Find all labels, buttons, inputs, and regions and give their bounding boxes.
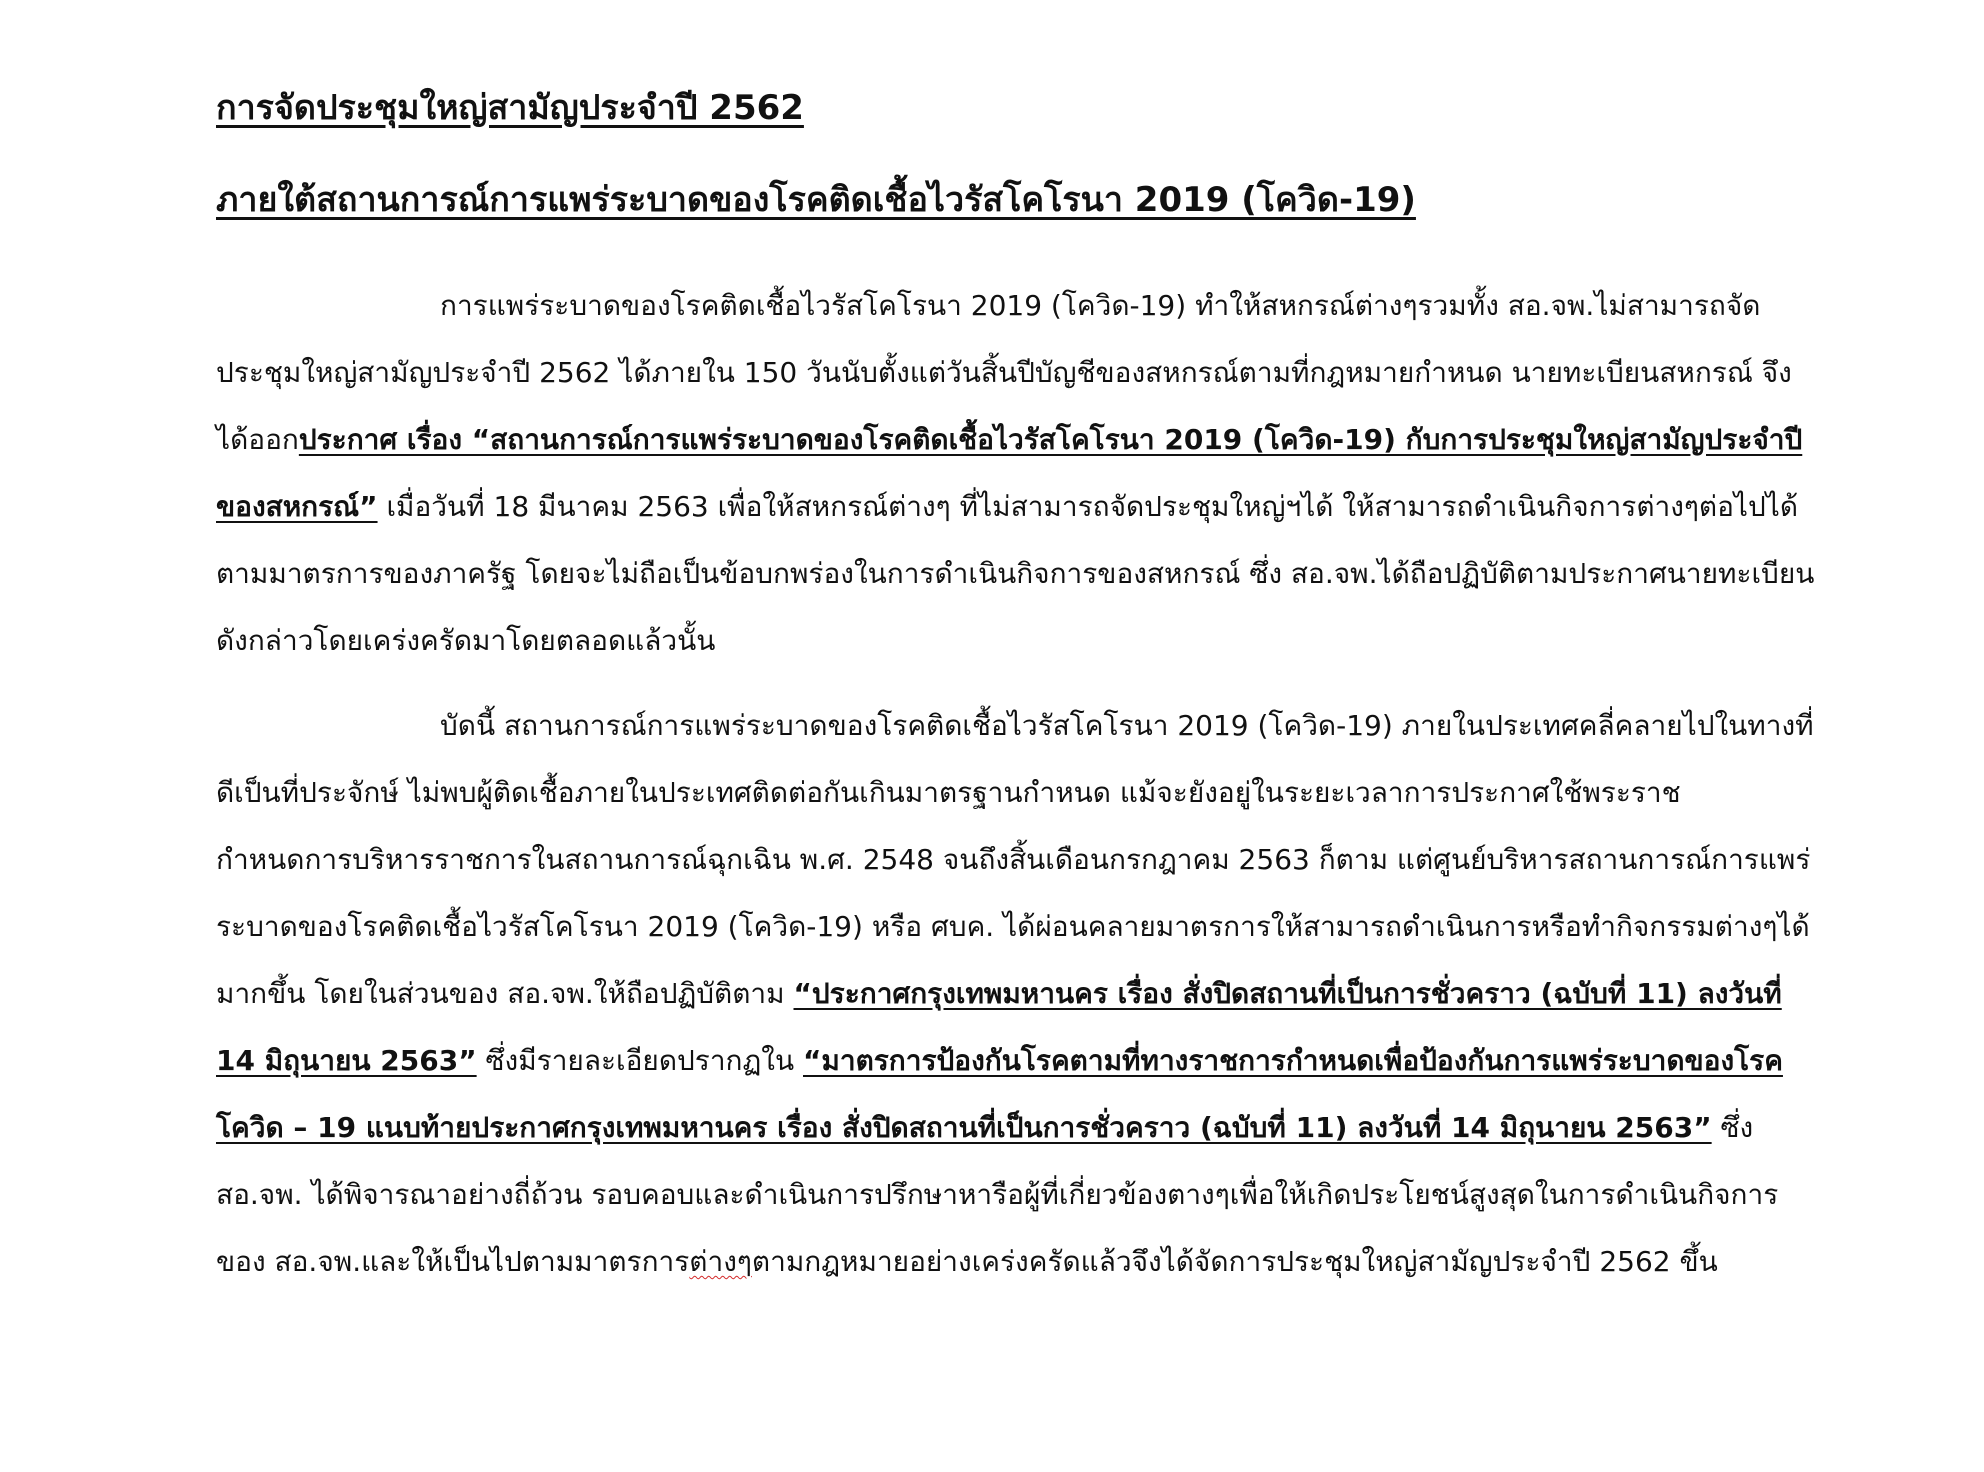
bkk-announcement-title: “ประกาศกรุงเทพมหานคร เรื่อง สั่งปิดสถานที่เป็นการชั่วคราว (ฉบับที่ 11) ลงวันที่ 14 มิถุนายน 2563” [216, 977, 1782, 1077]
paragraph-1 [216, 272, 1816, 674]
document-title: การจัดประชุมใหญ่สามัญประจำปี 2562 [216, 88, 804, 128]
paragraph-1-text-2: เมื่อวันที่ 18 มีนาคม 2563 เพื่อให้สหกรณ์ต่างๆ ที่ไม่สามารถจัดประชุมใหญ่ฯได้ ให้สามารถดำเนินกิจการต่างๆต่อไปได้ตามมาตรการของภาครัฐ โดยจะไม่ถือเป็นข้อบกพร่องในการดำเนินกิจการของสหกรณ์ ซึ่ง สอ.จพ.ได้ถือปฏิบัติตามประกาศนายทะเบียนดังกล่าวโดยเคร่งครัดมาโดยตลอดแล้วนั้น [216, 490, 1815, 657]
paragraph-1-text-1: การแพร่ระบาดของโรคติดเชื้อไวรัสโคโรนา 2019 (โควิด-19) ทำให้สหกรณ์ต่างๆรวมทั้ง สอ.จพ.ไม่สามารถจัดประชุมใหญ่สามัญประจำปี 2562 ได้ภายใน 150 วันนับตั้งแต่วันสิ้นปีบัญชีของสหกรณ์ตามที่กฎหมายกำหนด นายทะเบียนสหกรณ์ จึงได้ออก [216, 289, 1792, 456]
registrar-announcement-title: ประกาศ เรื่อง “สถานการณ์การแพร่ระบาดของโรคติดเชื้อไวรัสโคโรนา 2019 (โควิด-19) กับการประชุมใหญ่สามัญประจำปีของสหกรณ์” [216, 423, 1803, 523]
spellcheck-flagged-word: ต่างๆ [689, 1245, 752, 1278]
paragraph-2-text-2: ซึ่งมีรายละเอียดปรากฏใน [476, 1044, 803, 1077]
document-subtitle: ภายใต้สถานการณ์การแพร่ระบาดของโรคติดเชื้อไวรัสโคโรนา 2019 (โควิด-19) [216, 180, 1416, 220]
document-page [216, 84, 1816, 1295]
paragraph-2-text-1: บัดนี้ สถานการณ์การแพร่ระบาดของโรคติดเชื้อไวรัสโคโรนา 2019 (โควิด-19) ภายในประเทศคลี่คลายไปในทางที่ดีเป็นที่ประจักษ์ ไม่พบผู้ติดเชื้อภายในประเทศติดต่อกันเกินมาตรฐานกำหนด แม้จะยังอยู่ในระยะเวลาการประกาศใช้พระราชกำหนดการบริหารราชการในสถานการณ์ฉุกเฉิน พ.ศ. 2548 จนถึงสิ้นเดือนกรกฎาคม 2563 ก็ตาม แต่ศูนย์บริหารสถานการณ์การแพร่ระบาดของโรคติดเชื้อไวรัสโคโรนา 2019 (โควิด-19) หรือ ศบค. ได้ผ่อนคลายมาตรการให้สามารถดำเนินการหรือทำกิจกรรมต่างๆได้มากขึ้น โดยในส่วนของ สอ.จพ.ให้ถือปฏิบัติตาม [216, 709, 1814, 1010]
paragraph-2-text-4: ตามกฎหมายอย่างเคร่งครัดแล้วจึงได้จัดการประชุมใหญ่สามัญประจำปี 2562 ขึ้น [751, 1245, 1718, 1278]
paragraph-2-text-3: ซึ่ง สอ.จพ. ได้พิจารณาอย่างถี่ถ้วน รอบคอบและดำเนินการปรึกษาหารือผู้ที่เกี่ยวข้องตางๆเพื่อให้เกิดประโยชน์สูงสุดในการดำเนินกิจการของ สอ.จพ.และให้เป็นไปตามมาตรการ [216, 1111, 1779, 1278]
paragraph-2 [216, 692, 1816, 1295]
disease-measures-title: “มาตรการป้องกันโรคตามที่ทางราชการกำหนดเพื่อป้องกันการแพร่ระบาดของโรคโควิด – 19 แนบท้ายประกาศกรุงเทพมหานคร เรื่อง สั่งปิดสถานที่เป็นการชั่วคราว (ฉบับที่ 11) ลงวันที่ 14 มิถุนายน 2563” [216, 1044, 1783, 1144]
